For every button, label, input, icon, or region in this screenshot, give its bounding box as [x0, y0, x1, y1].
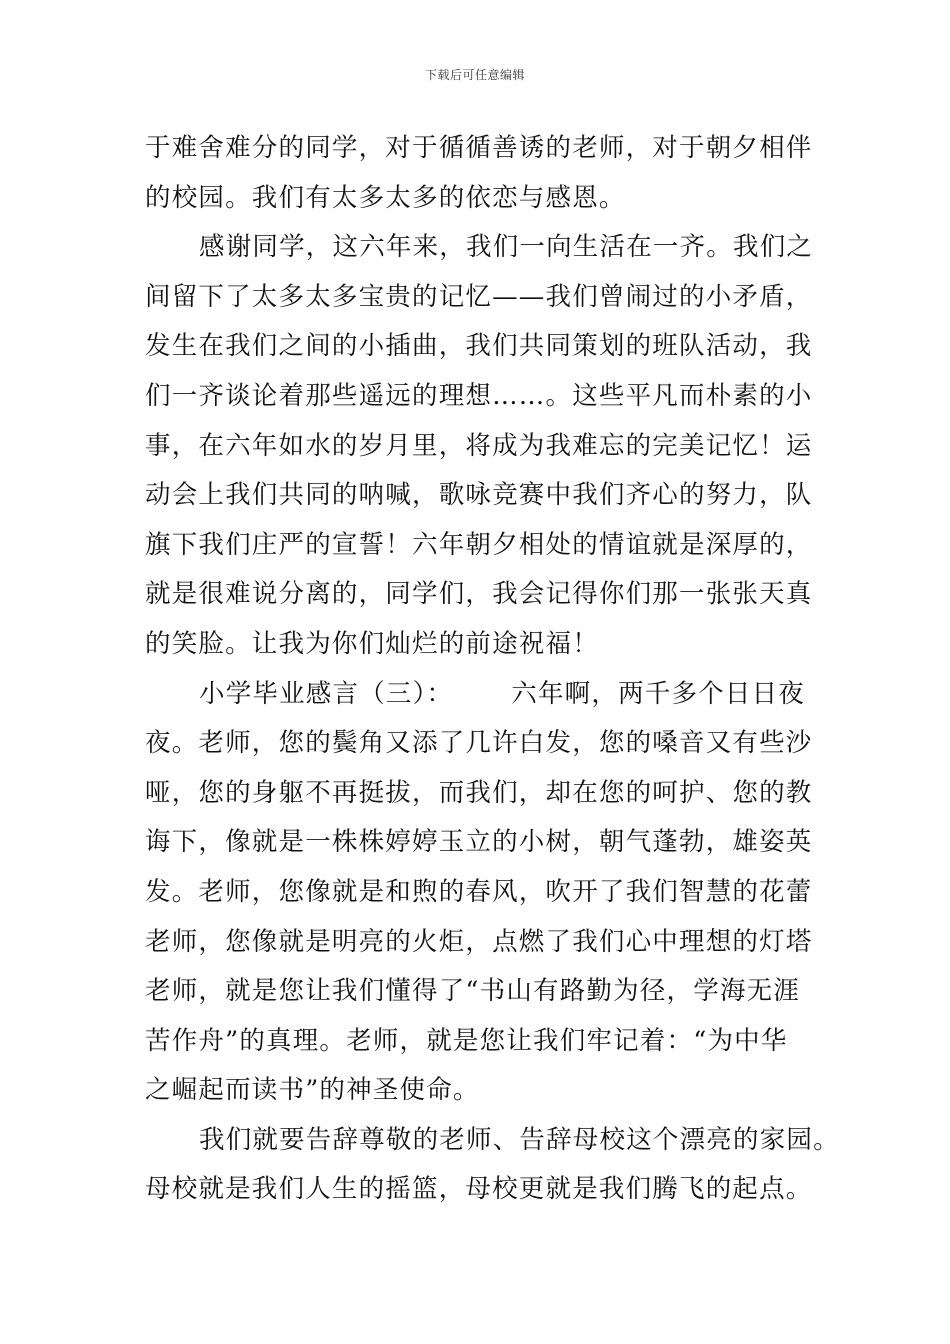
text-line: 的校园。我们有太多太多的依恋与感恩。 [145, 182, 626, 213]
text-line: 之崛起而读书”的神圣使命。 [145, 1075, 480, 1106]
body-text [145, 124, 840, 1215]
text-line: 母校就是我们人生的摇篮，母校更就是我们腾飞的起点。 [145, 1174, 813, 1205]
text-line: 们一齐谈论着那些遥远的理想……。这些平凡而朴素的小 [145, 380, 813, 411]
text-line: 间留下了太多太多宝贵的记忆——我们曾闹过的小矛盾， [145, 281, 813, 312]
text-line: 发。老师，您像就是和煦的春风，吹开了我们智慧的花蕾 [145, 876, 813, 907]
text-line: 于难舍难分的同学，对于循循善诱的老师，对于朝夕相伴 [145, 133, 813, 163]
paragraph-4 [145, 1116, 840, 1215]
text-line: 就是很难说分离的，同学们，我会记得你们那一张张天真 [145, 579, 813, 610]
text-line-continuation: 六年啊，两千多个日日夜 [511, 678, 805, 709]
text-line: 事，在六年如水的岁月里，将成为我难忘的完美记忆！运 [145, 430, 813, 461]
paragraph-3 [145, 670, 825, 1116]
text-line: 感谢同学，这六年来，我们一向生活在一齐。我们之 [199, 232, 814, 263]
paragraph-2 [145, 223, 825, 669]
paragraph-1 [145, 124, 825, 223]
text-line: 老师，您像就是明亮的火炬，点燃了我们心中理想的灯塔 [145, 926, 813, 957]
text-line [145, 670, 825, 720]
text-line: 老师，就是您让我们懂得了“书山有路勤为径，学海无涯 [145, 976, 801, 1007]
text-line: 诲下，像就是一株株婷婷玉立的小树，朝气蓬勃，雄姿英 [145, 827, 813, 858]
text-line: 动会上我们共同的呐喊，歌咏竞赛中我们齐心的努力，队 [145, 480, 813, 511]
text-line: 的笑脸。让我为你们灿烂的前途祝福！ [145, 628, 599, 659]
page-header-note: 下载后可任意编辑 [424, 68, 525, 82]
text-line: 发生在我们之间的小插曲，我们共同策划的班队活动，我 [145, 331, 813, 362]
text-line: 苦作舟”的真理。老师，就是您让我们牢记着：“为中华 [145, 1025, 788, 1056]
text-line: 旗下我们庄严的宣誓！六年朝夕相处的情谊就是深厚的， [145, 529, 813, 560]
text-line: 哑，您的身躯不再挺拔，而我们，却在您的呵护、您的教 [145, 777, 813, 808]
text-line: 我们就要告辞尊敬的老师、告辞母校这个漂亮的家园。 [199, 1124, 840, 1155]
section-heading: 小学毕业感言（三）： [199, 678, 454, 709]
text-line: 夜。老师，您的鬓角又添了几许白发，您的嗓音又有些沙 [145, 728, 813, 759]
